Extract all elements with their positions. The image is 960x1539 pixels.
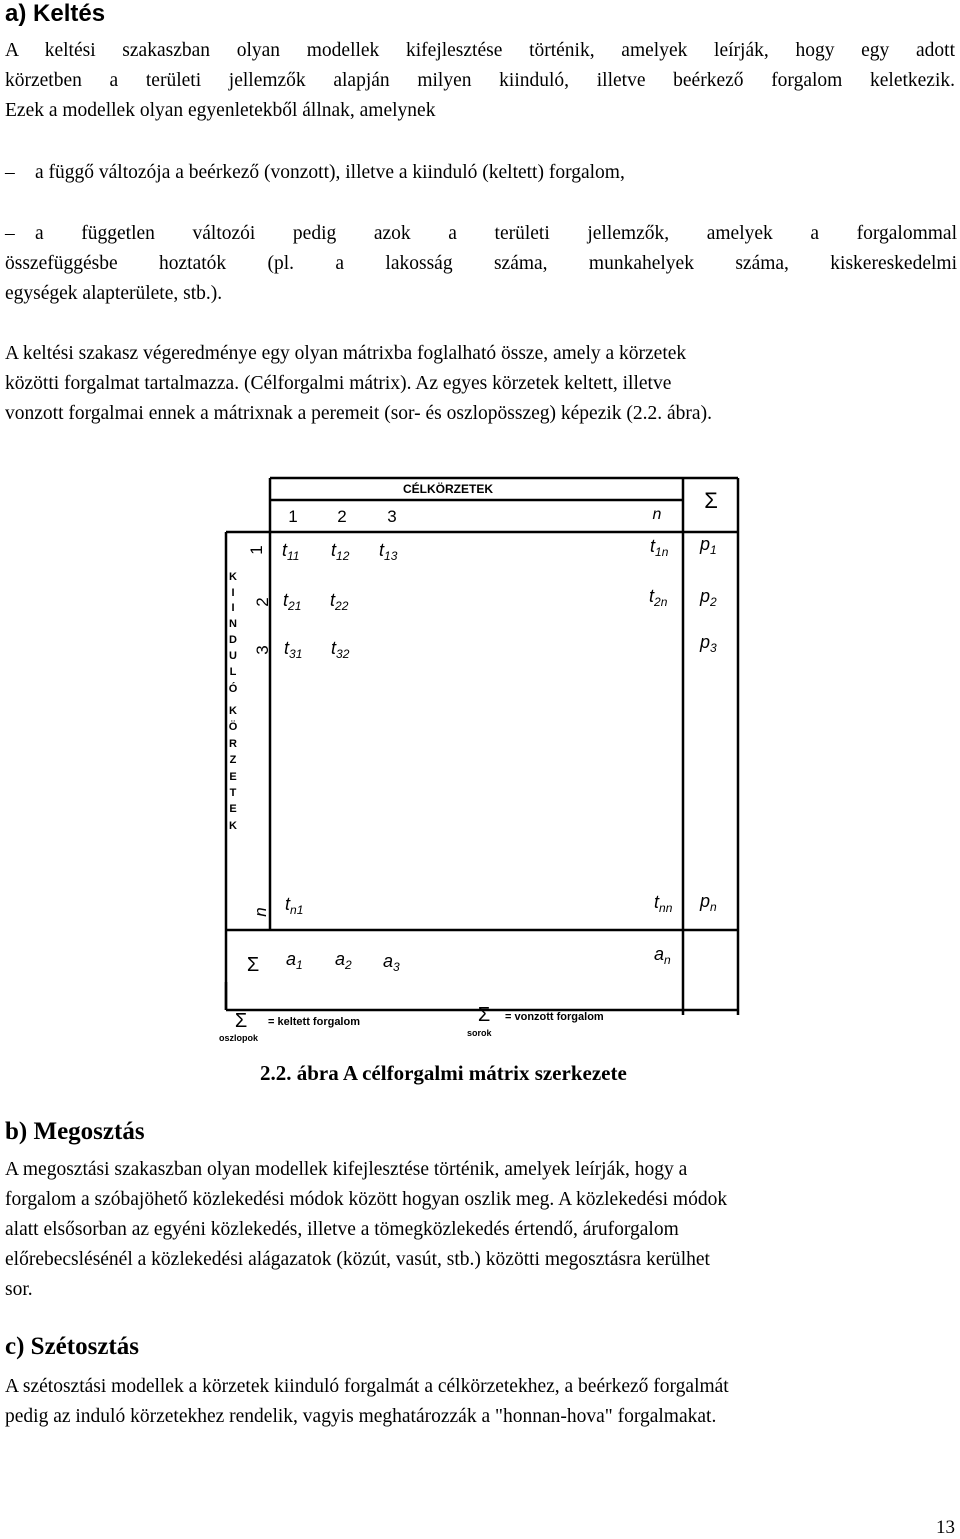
section-c-heading: c) Szétosztás — [5, 1333, 139, 1360]
figure-caption: 2.2. ábra A célforgalmi mátrix szerkezete — [260, 1061, 627, 1085]
sum-a2: $a_2$ — [335, 949, 352, 972]
result-line-3: vonzott forgalmai ennek a mátrixnak a peremeit (sor- és oszlopösszeg) képezik (2.2. ábra). — [5, 403, 712, 424]
cell-tnn: $t_{nn}$ — [654, 892, 673, 915]
section-a-heading: a) Keltés — [5, 0, 106, 27]
section-c-line-2: pedig az induló körzetekhez rendelik, vagyis meghatározzák a "honnan-hova" forgalmakat. — [5, 1406, 717, 1427]
cells-row-2 — [283, 586, 668, 613]
side-letter: E — [229, 803, 237, 815]
side-letter: Ö — [228, 721, 238, 733]
side-letter: K — [229, 705, 237, 717]
side-letter: Z — [229, 754, 237, 766]
sigma-col-header: Σ — [704, 488, 718, 513]
cell-tn1: $t_{n1}$ — [285, 894, 304, 917]
cell-t32: $t_{32}$ — [331, 638, 350, 661]
row-sum-column — [699, 534, 717, 914]
row-label-n: n — [251, 907, 270, 917]
sum-an: $a_n$ — [654, 944, 671, 967]
sum-p1: $p_1$ — [700, 534, 717, 557]
cell-t1n: $t_{1n}$ — [650, 536, 669, 559]
section-b-line-5: sor. — [5, 1279, 33, 1300]
row-label-2: 2 — [253, 597, 272, 607]
page-number: 13 — [936, 1517, 955, 1538]
intro-line-3: Ezek a modellek olyan egyenletekből állnak, amelynek — [5, 100, 436, 121]
bullet-dash: – — [5, 162, 15, 183]
section-c-line-1: A szétosztási modellek a körzetek kiinduló forgalmát a célkörzetekhez, a beérkező forgalmát — [5, 1376, 729, 1397]
side-letter: R — [229, 738, 237, 750]
section-b-line-1: A megosztási szakaszban olyan modellek kifejlesztése történik, amelyek leírják, hogy a — [5, 1159, 688, 1180]
col-label-2: 2 — [337, 507, 347, 526]
intro-line-1: A keltési szakaszban olyan modellek kifejlesztése történik, amelyek leírják, hogy egy adott — [5, 40, 955, 61]
legend-sigma-1: Σ — [234, 1010, 248, 1032]
result-line-1: A keltési szakasz végeredménye egy olyan mátrixba foglalható össze, amely a körzetek — [5, 343, 687, 364]
side-letter: I — [231, 602, 235, 614]
sum-pn: $p_n$ — [700, 891, 717, 914]
cells-row-n — [285, 892, 673, 917]
cell-t11: $t_{11}$ — [282, 540, 300, 563]
col-label-3: 3 — [387, 507, 397, 526]
sum-a1: $a_1$ — [286, 949, 303, 972]
side-letter: K — [229, 571, 237, 583]
bullet-item-2-line-2: összefüggésbe hoztatók (pl. a lakosság száma, munkahelyek száma, kiskereskedelmi — [5, 253, 957, 274]
cell-t22: $t_{22}$ — [330, 590, 349, 613]
cell-t13: $t_{13}$ — [379, 540, 398, 563]
row-label-3: 3 — [253, 645, 272, 655]
side-letter: Ó — [228, 683, 238, 695]
col-label-n: n — [652, 506, 662, 523]
section-b-heading: b) Megosztás — [5, 1118, 145, 1145]
bullet-item-1-text: a függő változója a beérkező (vonzott), illetve a kiinduló (keltett) forgalom, — [35, 162, 625, 183]
section-b-line-2: forgalom a szóbajöhető közlekedési módok között hogyan oszlik meg. A közlekedési módok — [5, 1189, 728, 1210]
legend-text-attracted: = vonzott forgalom — [505, 1011, 604, 1023]
side-letter: N — [229, 618, 237, 630]
side-letter: K — [229, 820, 237, 832]
side-letter: U — [229, 650, 237, 662]
sum-p2: $p_2$ — [700, 586, 717, 609]
section-c-body — [5, 1372, 955, 1432]
cells-row-1 — [282, 536, 669, 563]
legend-text-generated: = keltett forgalom — [268, 1016, 360, 1028]
sigma-row-footer: Σ — [246, 954, 260, 976]
section-a-intro — [5, 36, 955, 126]
section-a-result — [5, 339, 920, 429]
side-letter: E — [229, 771, 237, 783]
cells-row-3 — [284, 638, 350, 661]
side-letter: L — [229, 666, 237, 678]
sum-p3: $p_3$ — [700, 632, 717, 655]
side-letter: D — [229, 634, 237, 646]
col-label-1: 1 — [288, 507, 298, 526]
cell-t21: $t_{21}$ — [283, 590, 302, 613]
bullet-item-2 — [5, 219, 957, 309]
section-b-body — [5, 1155, 955, 1305]
section-b-line-3: alatt elsősorban az egyéni közlekedés, illetve a tömegközlekedés értendő, áruforgalom — [5, 1219, 679, 1240]
cell-t2n: $t_{2n}$ — [649, 586, 668, 609]
intro-line-2: körzetben a területi jellemzők alapján milyen kiinduló, illetve beérkező forgalom keletkezik. — [5, 70, 955, 91]
col-sum-row — [286, 944, 671, 974]
bullet-item-2-line-1: a független változói pedig azok a területi jellemzők, amelyek a forgalommal — [35, 223, 957, 244]
result-line-2: közötti forgalmat tartalmazza. (Célforgalmi mátrix). Az egyes körzetek keltett, illetve — [5, 373, 672, 394]
row-side-label — [229, 571, 238, 832]
side-letter: T — [229, 787, 237, 799]
legend-sub-columns: oszlopok — [219, 1033, 259, 1043]
cell-t31: $t_{31}$ — [284, 638, 303, 661]
sum-a3: $a_3$ — [383, 951, 400, 974]
row-label-1: 1 — [247, 545, 266, 555]
side-letter: I — [231, 587, 235, 599]
section-b-line-4: előrebecslésénél a közlekedési alágazatok (közút, vasút, stb.) közötti megosztásra kerülhet — [5, 1249, 710, 1270]
col-header: CÉLKÖRZETEK — [403, 482, 493, 496]
od-matrix-figure — [0, 460, 960, 1060]
bullet-dash: – — [5, 223, 15, 244]
bullet-item-2-line-3: egységek alapterülete, stb.). — [5, 283, 223, 304]
legend-sub-rows: sorok — [467, 1028, 492, 1038]
cell-t12: $t_{12}$ — [331, 540, 350, 563]
legend-sigma-2: Σ — [477, 1004, 491, 1026]
